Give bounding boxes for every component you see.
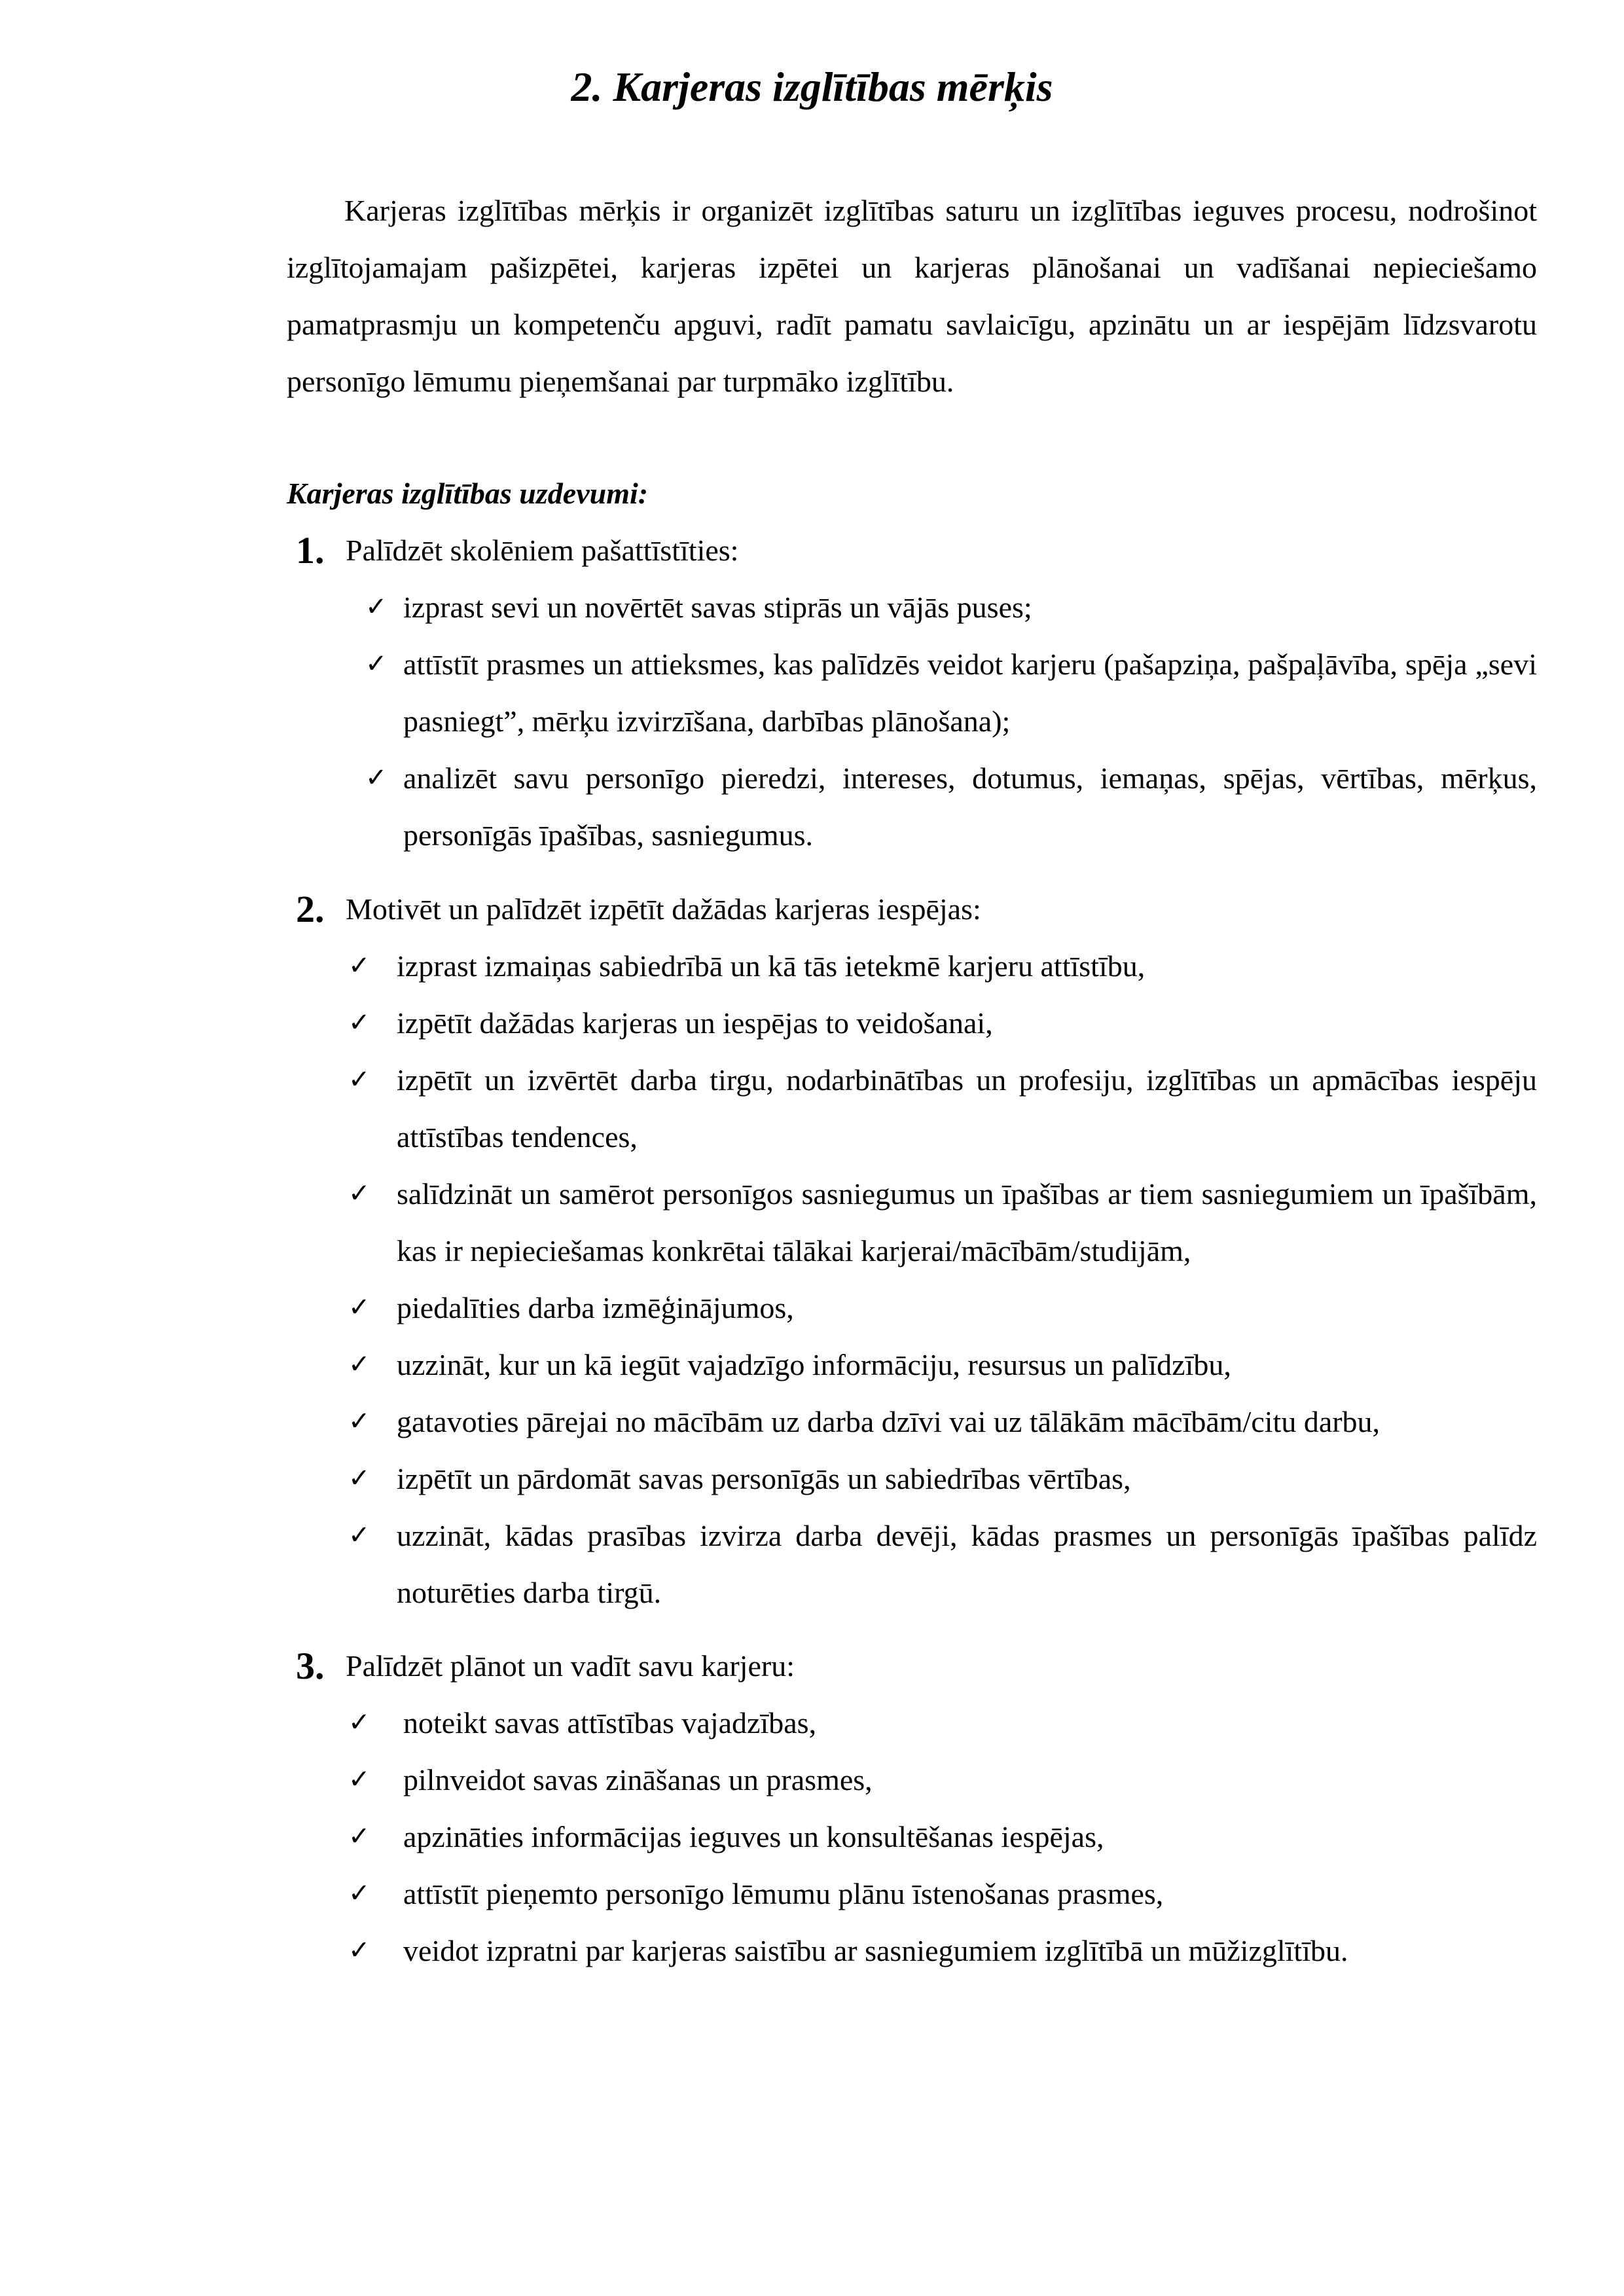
check-mark-icon: ✓ xyxy=(348,1008,370,1038)
list-item xyxy=(287,636,1537,750)
check-mark-icon: ✓ xyxy=(348,1520,370,1550)
list-item xyxy=(287,1336,1537,1393)
intro-paragraph: Karjeras izglītības mērķis ir organizēt izglītības saturu un izglītības ieguves procesu, nodrošinot izglītojamajam pašizpētei, karjeras izpētei un karjeras plānošanai un vadīšanai nepieciešamo pamatprasmju un kompetenču apguvi, radīt pamatu savlaicīgu, apzinātu un ar iespējām līdzsvarotu personīgo lēmumu pieņemšanai par turpmāko izglītību. xyxy=(287,194,1537,398)
list-item-text: veidot izpratni par karjeras saistību ar sasniegumiem izglītībā un mūžizglītību. xyxy=(403,1934,1348,1967)
section-item-list xyxy=(287,938,1537,1621)
list-item-text: salīdzināt un samērot personīgos sasniegumus un īpašības ar tiem sasniegumiem un īpašībām, kas ir nepieciešamas konkrētai tālākai karjerai/mācībām/studijām, xyxy=(397,1177,1537,1267)
list-item-text: izprast sevi un novērtēt savas stiprās un vājās puses; xyxy=(403,591,1032,624)
check-mark-icon: ✓ xyxy=(348,1764,370,1795)
list-item-text: izpētīt un pārdomāt savas personīgās un sabiedrības vērtības, xyxy=(397,1462,1131,1495)
list-item xyxy=(287,1165,1537,1279)
list-item-text: analizēt savu personīgo pieredzi, intereses, dotumus, iemaņas, spējas, vērtības, mērķus, personīgās īpašības, sasniegumus. xyxy=(403,761,1537,852)
list-item xyxy=(287,1393,1537,1450)
list-item xyxy=(287,750,1537,864)
list-item xyxy=(287,1507,1537,1621)
section-heading xyxy=(287,1637,1537,1694)
check-mark-icon: ✓ xyxy=(348,1463,370,1493)
check-mark-icon: ✓ xyxy=(348,1292,370,1322)
list-item-text: gatavoties pārejai no mācībām uz darba dzīvi vai uz tālākām mācībām/citu darbu, xyxy=(397,1405,1380,1438)
list-item-text: uzzināt, kur un kā iegūt vajadzīgo informāciju, resursus un palīdzību, xyxy=(397,1348,1231,1381)
list-item xyxy=(287,1751,1537,1808)
list-item xyxy=(287,1865,1537,1922)
list-item-text: noteikt savas attīstības vajadzības, xyxy=(403,1706,817,1740)
list-item xyxy=(287,1808,1537,1865)
check-mark-icon: ✓ xyxy=(365,592,388,622)
list-item xyxy=(287,938,1537,994)
check-mark-icon: ✓ xyxy=(348,1935,370,1965)
check-mark-icon: ✓ xyxy=(348,1178,370,1209)
section-heading xyxy=(287,881,1537,938)
section-number: 3. xyxy=(296,1645,325,1687)
section-label: Palīdzēt plānot un vadīt savu karjeru: xyxy=(346,1649,795,1683)
list-item xyxy=(287,1279,1537,1336)
list-item-text: piedalīties darba izmēģinājumos, xyxy=(397,1291,794,1324)
check-mark-icon: ✓ xyxy=(348,1065,370,1095)
list-item-text: izprast izmaiņas sabiedrībā un kā tās ietekmē karjeru attīstību, xyxy=(397,949,1146,983)
check-mark-icon: ✓ xyxy=(348,951,370,981)
check-mark-icon: ✓ xyxy=(348,1878,370,1908)
list-item xyxy=(287,1922,1537,1979)
list-item-text: apzināties informācijas ieguves un konsultēšanas iespējas, xyxy=(403,1820,1104,1853)
list-item xyxy=(287,579,1537,636)
list-item xyxy=(287,1694,1537,1751)
tasks-heading: Karjeras izglītības uzdevumi: xyxy=(287,477,649,510)
section-heading xyxy=(287,522,1537,579)
check-mark-icon: ✓ xyxy=(348,1707,370,1738)
list-item-text: pilnveidot savas zināšanas un prasmes, xyxy=(403,1763,873,1796)
section-label: Palīdzēt skolēniem pašattīstīties: xyxy=(346,534,739,567)
section-number: 2. xyxy=(296,888,325,930)
check-mark-icon: ✓ xyxy=(348,1349,370,1379)
section-number: 1. xyxy=(296,529,325,572)
list-item-text: attīstīt pieņemto personīgo lēmumu plānu īstenošanas prasmes, xyxy=(403,1877,1164,1910)
check-mark-icon: ✓ xyxy=(365,649,388,679)
list-item-text: uzzināt, kādas prasības izvirza darba devēji, kādas prasmes un personīgās īpašības palīdz noturēties darba tirgū. xyxy=(397,1519,1537,1609)
task-section-2 xyxy=(287,881,1537,1621)
section-item-list xyxy=(287,579,1537,864)
list-item xyxy=(287,1450,1537,1507)
page-title: 2. Karjeras izglītības mērķis xyxy=(571,64,1053,110)
list-item-text: izpētīt un izvērtēt darba tirgu, nodarbinātības un profesiju, izglītības un apmācības iespēju attīstības tendences, xyxy=(397,1063,1537,1154)
task-section-3 xyxy=(287,1637,1537,1979)
check-mark-icon: ✓ xyxy=(348,1821,370,1851)
list-item-text: attīstīt prasmes un attieksmes, kas palīdzēs veidot karjeru (pašapziņa, pašpaļāvība, spēja „sevi pasniegt”, mērķu izvirzīšana, darbības plānošana); xyxy=(403,647,1537,738)
section-label: Motivēt un palīdzēt izpētīt dažādas karjeras iespējas: xyxy=(346,892,981,926)
check-mark-icon: ✓ xyxy=(365,763,388,793)
task-section-1 xyxy=(287,522,1537,864)
check-mark-icon: ✓ xyxy=(348,1406,370,1436)
list-item xyxy=(287,1051,1537,1165)
list-item-text: izpētīt dažādas karjeras un iespējas to veidošanai, xyxy=(397,1006,993,1040)
list-item xyxy=(287,994,1537,1051)
section-item-list xyxy=(287,1694,1537,1979)
